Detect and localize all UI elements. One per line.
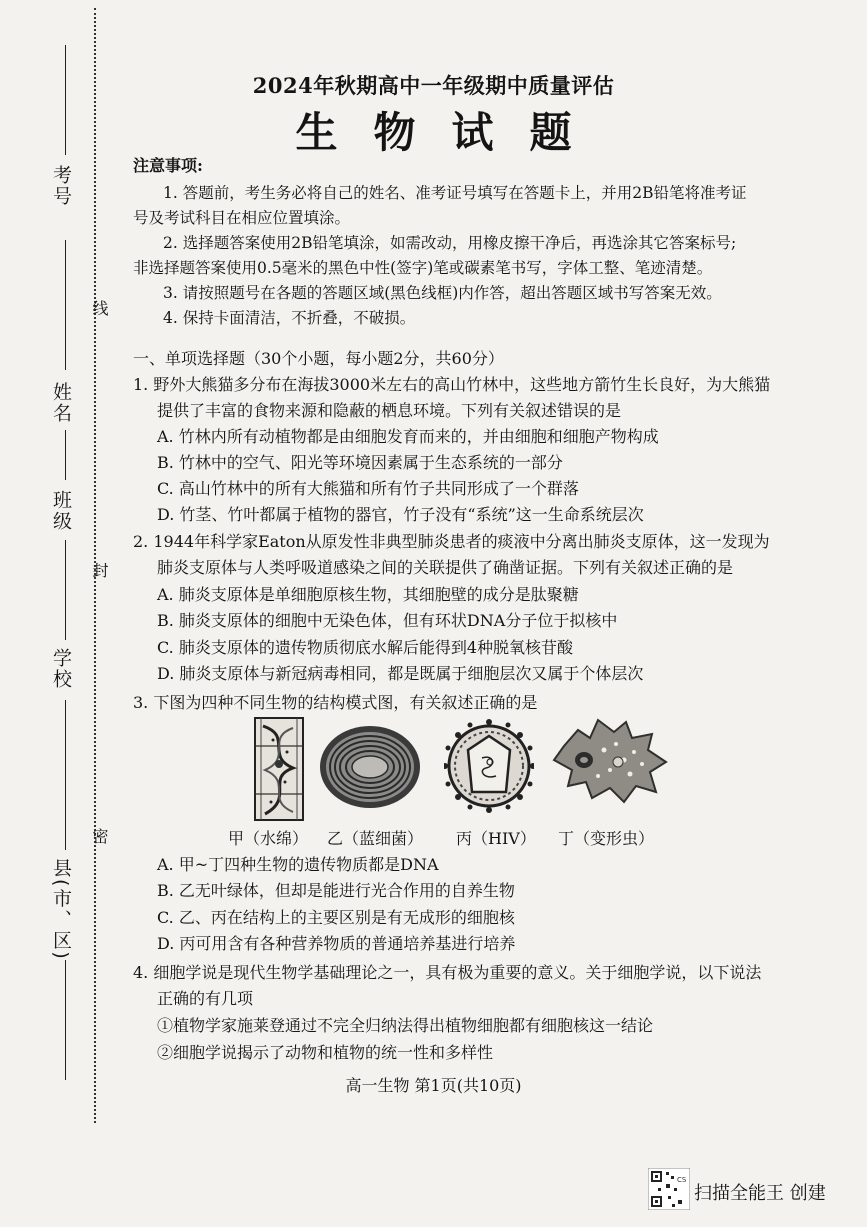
- notice-line-1: 1. 答题前，考生务必将自己的姓名、准考证号填写在答题卡上，并用2B铅笔将准考证: [163, 184, 747, 202]
- section-heading: 一、单项选择题（30个小题，每小题2分，共60分）: [133, 349, 504, 368]
- q3-stem-1: 3. 下图为四种不同生物的结构模式图，有关叙述正确的是: [133, 693, 538, 712]
- q3-option-d: D. 丙可用含有各种营养物质的普通培养基进行培养: [157, 934, 516, 953]
- blank-county-bottom: [65, 960, 66, 1080]
- notice-line-2: 2. 选择题答案使用2B铅笔填涂，如需改动，用橡皮擦干净后，再选涂其它答案标号;: [163, 234, 737, 252]
- blank-name: [65, 240, 66, 370]
- hiv-figure: [444, 716, 534, 816]
- q2-option-b: B. 肺炎支原体的细胞中无染色体，但有环状DNA分子位于拟核中: [157, 611, 618, 630]
- cut-mark-feng: 封: [90, 562, 109, 578]
- blank-county-top: [65, 700, 66, 850]
- amoeba-figure: [552, 716, 668, 804]
- notice-line-2b: 非选择题答案使用0.5毫米的黑色中性(签字)笔或碳素笔书写，字体工整、笔迹清楚。: [133, 259, 713, 277]
- notice-line-4: 4. 保持卡面清洁，不折叠，不破损。: [163, 309, 416, 327]
- blank-class: [65, 430, 66, 480]
- q2-stem-2: 肺炎支原体与人类呼吸道感染之间的关联提供了确凿证据。下列有关叙述正确的是: [157, 558, 734, 577]
- caption-amoeba: 丁（变形虫）: [558, 829, 655, 848]
- label-school: 学校: [50, 648, 72, 690]
- q4-statement-2: ②细胞学说揭示了动物和植物的统一性和多样性: [157, 1043, 494, 1062]
- blank-school: [65, 540, 66, 640]
- q2-option-a: A. 肺炎支原体是单细胞原核生物，其细胞壁的成分是肽聚糖: [157, 585, 579, 604]
- notice-heading: 注意事项:: [133, 156, 203, 175]
- qr-code-icon: [648, 1168, 690, 1210]
- q3-option-c: C. 乙、丙在结构上的主要区别是有无成形的细胞核: [157, 908, 515, 927]
- q1-option-c: C. 高山竹林中的所有大熊猫和所有竹子共同形成了一个群落: [157, 479, 579, 498]
- label-class: 班级: [50, 490, 72, 532]
- q1-option-a: A. 竹林内所有动植物都是由细胞发育而来的，并由细胞和细胞产物构成: [157, 427, 659, 446]
- caption-hiv: 丙（HIV）: [456, 829, 536, 848]
- cyanobacteria-figure: [318, 724, 422, 810]
- q2-stem-1: 2. 1944年科学家Eaton从原发性非典型肺炎患者的痰液中分离出肺炎支原体，这一发现为: [133, 532, 770, 551]
- q3-option-b: B. 乙无叶绿体，但却是能进行光合作用的自养生物: [157, 881, 515, 900]
- q1-stem-1: 1. 野外大熊猫多分布在海拔3000米左右的高山竹林中，这些地方箭竹生长良好，为大熊猫: [133, 375, 771, 394]
- svg-text:CS: CS: [677, 1176, 687, 1184]
- q4-statement-1: ①植物学家施莱登通过不完全归纳法得出植物细胞都有细胞核这一结论: [157, 1016, 654, 1035]
- q4-stem-1: 4. 细胞学说是现代生物学基础理论之一，具有极为重要的意义。关于细胞学说，以下说法: [133, 963, 762, 982]
- page-footer: 高一生物 第1页(共10页): [345, 1076, 522, 1095]
- caption-spirogyra: 甲（水绵）: [228, 829, 309, 848]
- q2-option-d: D. 肺炎支原体与新冠病毒相同，都是既属于细胞层次又属于个体层次: [157, 664, 644, 683]
- caption-cyanobacteria: 乙（蓝细菌）: [327, 829, 424, 848]
- q1-option-b: B. 竹林中的空气、阳光等环境因素属于生态系统的一部分: [157, 453, 563, 472]
- q4-stem-2: 正确的有几项: [157, 989, 254, 1008]
- cut-mark-mi: 密: [90, 828, 109, 844]
- notice-line-3: 3. 请按照题号在各题的答题区域(黑色线框)内作答，超出答题区域书写答案无效。: [163, 284, 722, 302]
- cut-mark-xian: 线: [90, 300, 109, 316]
- q3-option-a: A. 甲~丁四种生物的遗传物质都是DNA: [157, 855, 439, 874]
- q1-option-d: D. 竹茎、竹叶都属于植物的器官，竹子没有“系统”这一生命系统层次: [157, 505, 644, 524]
- spirogyra-figure: [253, 716, 305, 822]
- label-name: 姓名: [50, 382, 72, 424]
- q1-stem-2: 提供了丰富的食物来源和隐蔽的栖息环境。下列有关叙述错误的是: [157, 401, 622, 420]
- subject-title: 生物试题: [295, 108, 608, 157]
- q2-option-c: C. 肺炎支原体的遗传物质彻底水解后能得到4种脱氧核苷酸: [157, 638, 574, 657]
- label-county: 县(市、区): [50, 858, 72, 961]
- exam-title: 2024年秋期高中一年级期中质量评估: [252, 73, 615, 98]
- label-kaohao: 考号: [50, 165, 72, 207]
- scanner-watermark: 扫描全能王 创建: [694, 1183, 826, 1204]
- notice-line-1b: 号及考试科目在相应位置填涂。: [133, 209, 351, 227]
